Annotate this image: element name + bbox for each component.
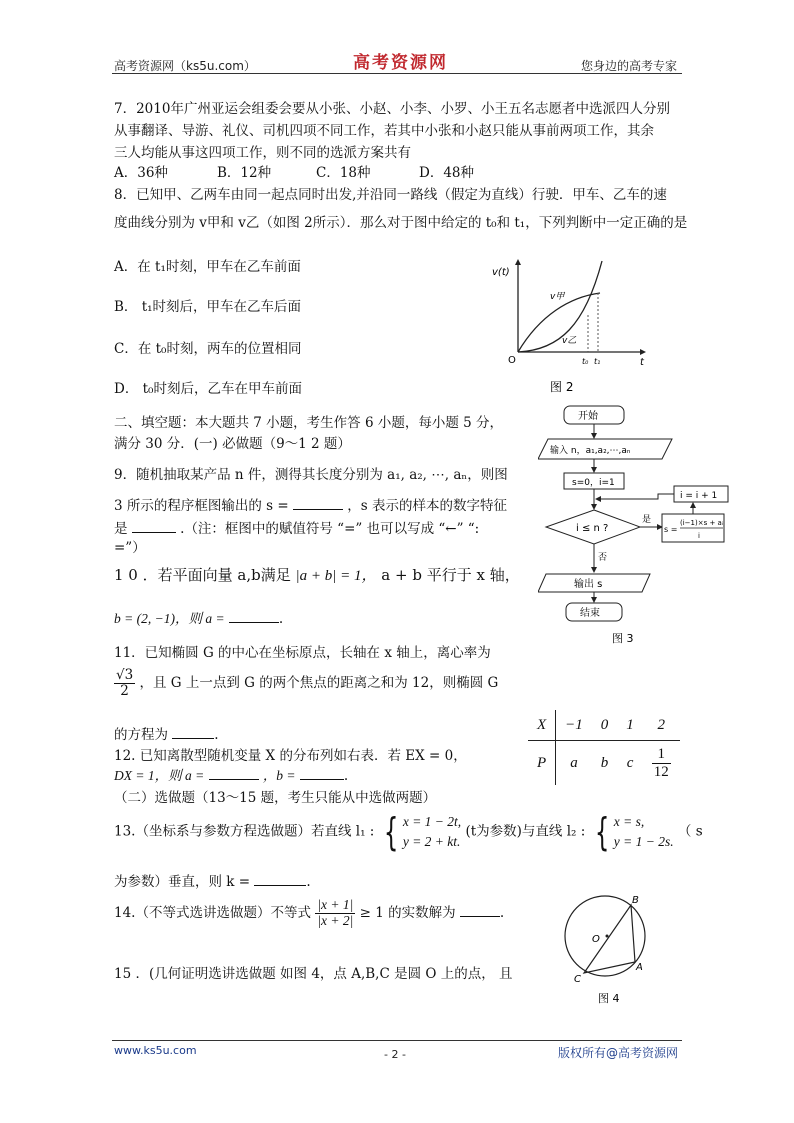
q11-line2-text: ，且 G 上一点到 G 的两个焦点的距离之和为 12，则椭圆 G bbox=[139, 674, 499, 691]
distribution-table bbox=[528, 710, 680, 785]
q14-line: 14.（不等式选讲选做题）不等式 $\frac{|x + 1|}{|x + 2|}$ ≥ 1 的实数解为 . bbox=[114, 897, 505, 928]
q7-option-d: D．48种 bbox=[419, 165, 475, 181]
fig4-label-b: B bbox=[632, 895, 639, 906]
flow-update-s-lhs: s = bbox=[664, 525, 678, 534]
q13-sys2-a: x = s, bbox=[613, 814, 645, 829]
q8-line2: 度曲线分别为 v甲和 v乙（如图 2所示）．那么对于图中给定的 t₀和 t₁，下列判断中一定正确的是 bbox=[114, 215, 688, 231]
fig2-xaxis-label: t bbox=[640, 357, 644, 368]
q11-frac-den: 2 bbox=[120, 682, 129, 699]
q12-line2-text-a: DX = 1，则 a = bbox=[114, 768, 205, 783]
flow-start-text: 开始 bbox=[578, 411, 598, 422]
q13-mid: (t为参数)与直线 l₂ : bbox=[465, 823, 586, 840]
q10-blank bbox=[229, 610, 279, 623]
q13-brace-1: { bbox=[383, 810, 398, 854]
q9-line2-text-a: 3 所示的程序框图输出的 s = bbox=[114, 498, 289, 514]
footer-rule bbox=[112, 1040, 682, 1041]
q9-line2 bbox=[114, 494, 507, 514]
q8-option-d: D． t₀时刻后，乙车在甲车前面 bbox=[114, 381, 302, 397]
flow-update-s-den: i bbox=[698, 532, 700, 540]
q11-fraction bbox=[114, 668, 135, 699]
q9-blank-s bbox=[293, 497, 343, 510]
q8-option-b: B． t₁时刻后，甲车在乙车后面 bbox=[114, 299, 302, 315]
dist-cell: X bbox=[528, 710, 556, 741]
q9-line3 bbox=[114, 517, 479, 537]
q9-blank-feature bbox=[132, 520, 176, 533]
q9-line3-text-a: 是 bbox=[114, 521, 128, 537]
fig4-label-c: C bbox=[574, 974, 581, 985]
flow-caption: 图 3 bbox=[612, 632, 634, 645]
fig2-origin-label: O bbox=[508, 355, 516, 366]
figure-4-circle bbox=[562, 890, 652, 1008]
q13-brace-2: { bbox=[594, 810, 609, 854]
q13-line1 bbox=[114, 812, 703, 852]
q14-blank bbox=[460, 904, 500, 917]
section2-line1: 二、填空题：本大题共 7 小题，考生作答 6 小题，每小题 5 分， bbox=[114, 415, 504, 431]
flow-update-s-num: (i−1)×s + aᵢ bbox=[680, 519, 724, 527]
q14-post: ≥ 1 的实数解为 bbox=[359, 904, 456, 921]
fig2-t0-label: t₀ bbox=[582, 357, 589, 366]
q11-line3-text: 的方程为 bbox=[114, 727, 168, 743]
fig2-t1-label: t₁ bbox=[594, 357, 601, 366]
page-number: - 2 - bbox=[384, 1048, 406, 1061]
dist-cell: P bbox=[528, 741, 556, 786]
q10-abs-expr: |a + b| = 1， bbox=[295, 568, 377, 584]
q10-text-a: 1 0 ．若平面向量 a,b满足 bbox=[114, 566, 291, 584]
q7-option-c: C．18种 bbox=[316, 165, 371, 181]
q13-post: （ s bbox=[677, 823, 703, 840]
header-rule bbox=[112, 73, 682, 74]
fig2-caption: 图 2 bbox=[550, 380, 574, 394]
q7-line3: 三人均能从事这四项工作，则不同的选派方案共有 bbox=[114, 145, 411, 161]
dist-frac-num: 1 bbox=[652, 746, 671, 764]
header-watermark-logo: 高考资源网 bbox=[353, 53, 448, 73]
footer-link[interactable]: www.ks5u.com bbox=[114, 1044, 197, 1057]
q14-frac-den: |x + 2| bbox=[317, 912, 354, 928]
q9-line1: 9．随机抽取某产品 n 件，测得其长度分别为 a₁, a₂, ⋯, aₙ，则图 bbox=[114, 467, 508, 483]
q10-line2: b = (2, −1)，则 a = . bbox=[114, 611, 284, 627]
dist-frac-den: 12 bbox=[653, 763, 669, 780]
q11-line1: 11．已知椭圆 G 的中心在坐标原点，长轴在 x 轴上，离心率为 bbox=[114, 645, 491, 661]
flow-end-text: 结束 bbox=[580, 608, 600, 619]
q11-line2 bbox=[114, 668, 498, 699]
header-right: 您身边的高考专家 bbox=[581, 59, 678, 73]
header-left: 高考资源网（ks5u.com） bbox=[114, 59, 256, 73]
q11-blank bbox=[172, 726, 214, 739]
q8-option-c: C．在 t₀时刻，两车的位置相同 bbox=[114, 341, 302, 357]
fig4-label-o: O bbox=[592, 934, 600, 945]
q12-line2: DX = 1，则 a = ，b = . bbox=[114, 768, 349, 784]
q13-pre: 13.（坐标系与参数方程选做题）若直线 l₁ : bbox=[114, 823, 375, 840]
q13-sys1-b: y = 2 + kt. bbox=[402, 834, 461, 849]
q10-line2-text: b = (2, −1)，则 a = bbox=[114, 611, 225, 626]
q14-pre: 14.（不等式选讲选做题）不等式 bbox=[114, 904, 311, 921]
fig4-label-a: A bbox=[636, 962, 643, 973]
q12-line2-text-b: ，b = bbox=[262, 768, 296, 783]
q12-blank-a bbox=[209, 767, 259, 780]
fig2-vjia-label: v甲 bbox=[550, 292, 565, 302]
figure-2-velocity-graph bbox=[490, 255, 650, 400]
section2-line2: 满分 30 分．(一) 必做题（9～1 2 题） bbox=[114, 436, 351, 452]
q10-line1 bbox=[114, 564, 520, 585]
q8-line1: 8．已知甲、乙两车由同一起点同时出发,并沿同一路线（假定为直线）行驶．甲车、乙车的速 bbox=[114, 187, 667, 203]
flow-output-text: 输出 s bbox=[574, 579, 603, 590]
q12-blank-b bbox=[300, 767, 344, 780]
dist-cell-fraction bbox=[643, 741, 680, 786]
q13-line2-text: 为参数）垂直，则 k = bbox=[114, 874, 251, 890]
dist-row-x bbox=[528, 710, 680, 741]
q7-line1: 7．2010年广州亚运会组委会要从小张、小赵、小李、小罗、小王五名志愿者中选派四人分别 bbox=[114, 101, 670, 117]
q12-line1: 12. 已知离散型随机变量 X 的分布列如右表．若 EX = 0， bbox=[114, 748, 467, 764]
dist-row-p bbox=[528, 741, 680, 786]
q7-line2: 从事翻译、导游、礼仪、司机四项不同工作，若其中小张和小赵只能从事前两项工作，其余 bbox=[114, 123, 654, 139]
q8-option-a: A．在 t₁时刻，甲车在乙车前面 bbox=[114, 259, 301, 275]
dist-cell: c bbox=[626, 754, 634, 771]
q7-option-b: B．12种 bbox=[217, 165, 272, 181]
q13-system-1 bbox=[403, 812, 461, 852]
q10-text-b: a + b 平行于 x 轴， bbox=[381, 566, 520, 584]
flow-no-label: 否 bbox=[598, 553, 608, 563]
flow-init-text: s=0，i=1 bbox=[572, 478, 615, 488]
q9-line4: =”） bbox=[114, 540, 146, 556]
q14-frac-num: |x + 1| bbox=[317, 897, 354, 912]
flow-input-text: 输入 n，a₁,a₂,⋯,aₙ bbox=[550, 446, 631, 456]
dist-cell: a bbox=[570, 754, 578, 771]
q9-line2-text-b: ，s 表示的样本的数字特征 bbox=[347, 498, 508, 514]
q11-line3: 的方程为 . bbox=[114, 727, 219, 743]
dist-cell: −1 bbox=[565, 716, 583, 733]
figure-3-flowchart bbox=[538, 402, 734, 648]
dist-cell: 0 bbox=[600, 716, 609, 733]
q13-sys2-b: y = 1 − 2s. bbox=[613, 834, 674, 849]
flow-yes-label: 是 bbox=[642, 515, 652, 525]
footer-copyright: 版权所有@高考资源网 bbox=[558, 1046, 679, 1060]
fig4-caption: 图 4 bbox=[598, 992, 620, 1005]
q15-line: 15 ．(几何证明选讲选做题 如图 4，点 A,B,C 是圆 O 上的点， 且 bbox=[114, 966, 513, 982]
q13-sys1-a: x = 1 − 2t, bbox=[402, 814, 462, 829]
q13-blank bbox=[254, 873, 306, 886]
fig2-vyi-label: v乙 bbox=[562, 336, 577, 346]
dist-cell: 1 bbox=[626, 716, 634, 733]
dist-cell: 2 bbox=[657, 716, 666, 733]
q14-fraction bbox=[315, 898, 355, 929]
section2b-heading: （二）选做题（13～15 题，考生只能从中选做两题） bbox=[114, 790, 437, 806]
fig2-yaxis-label: v(t) bbox=[492, 267, 510, 278]
q11-frac-num: √3 bbox=[116, 667, 134, 683]
flow-update-i-text: i = i + 1 bbox=[680, 491, 718, 501]
q13-line2: 为参数）垂直，则 k = . bbox=[114, 874, 311, 890]
flow-condition-text: i ≤ n ? bbox=[576, 523, 609, 534]
dist-cell: b bbox=[600, 754, 609, 771]
q13-system-2 bbox=[614, 812, 674, 852]
q7-option-a: A．36种 bbox=[114, 165, 168, 181]
q9-line3-text-b: .（注：框图中的赋值符号 “=” 也可以写成 “←” “: bbox=[180, 521, 480, 537]
